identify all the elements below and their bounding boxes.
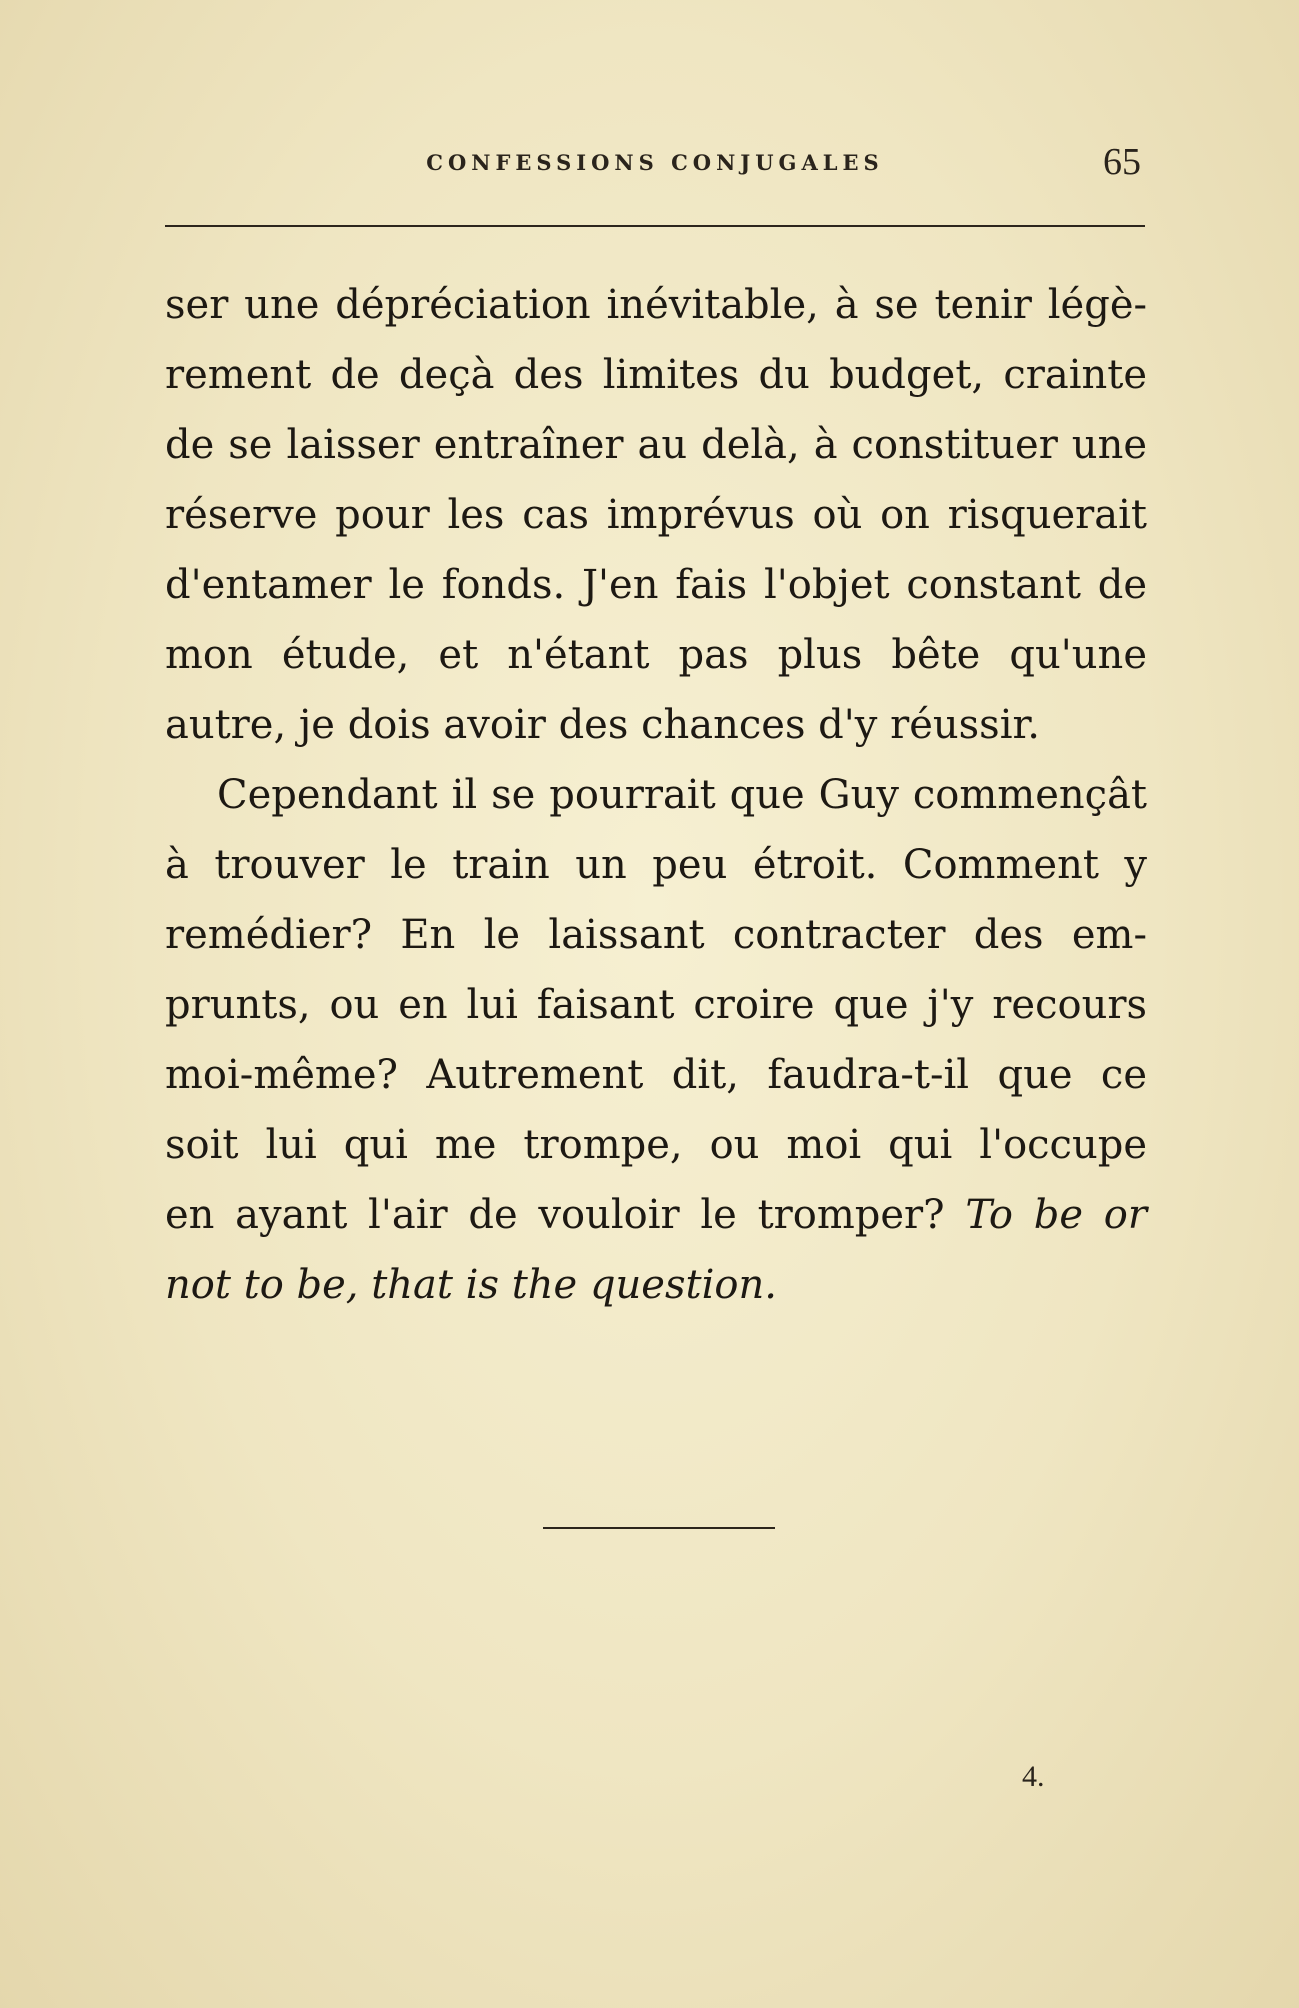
text-line: réserve pour les cas imprévus où on risquerait bbox=[165, 492, 1147, 538]
signature-mark: 4. bbox=[1022, 1760, 1045, 1793]
text-line-mixed bbox=[165, 1180, 1147, 1250]
italic-quote-line: not to be, that is the question. bbox=[165, 1262, 777, 1308]
text-line: soit lui qui me trompe, ou moi qui l'occupe bbox=[165, 1122, 1147, 1168]
page-number: 65 bbox=[1103, 141, 1141, 183]
text-line: mon étude, et n'étant pas plus bête qu'une bbox=[165, 632, 1147, 678]
text-segment: en ayant l'air de vouloir le tromper? bbox=[165, 1192, 966, 1238]
header-rule bbox=[165, 225, 1145, 227]
body-text bbox=[165, 270, 1147, 1320]
end-rule bbox=[543, 1527, 775, 1529]
text-line: rement de deçà des limites du budget, crainte bbox=[165, 352, 1147, 398]
text-line: à trouver le train un peu étroit. Comment y bbox=[165, 842, 1147, 888]
running-title: CONFESSIONS CONJUGALES bbox=[426, 150, 884, 175]
italic-quote: To be or bbox=[965, 1192, 1147, 1238]
text-line: Cependant il se pourrait que Guy commençât bbox=[217, 772, 1147, 818]
text-line: autre, je dois avoir des chances d'y réussir. bbox=[165, 702, 1040, 748]
text-line: prunts, ou en lui faisant croire que j'y recours bbox=[165, 982, 1147, 1028]
text-line: de se laisser entraîner au delà, à constituer une bbox=[165, 422, 1147, 468]
text-line: d'entamer le fonds. J'en fais l'objet constant de bbox=[165, 562, 1147, 608]
text-line: moi-même? Autrement dit, faudra-t-il que ce bbox=[165, 1052, 1147, 1098]
running-head bbox=[165, 140, 1145, 190]
text-line: remédier? En le laissant contracter des em- bbox=[165, 912, 1147, 958]
text-line: ser une dépréciation inévitable, à se tenir légè- bbox=[165, 282, 1147, 328]
